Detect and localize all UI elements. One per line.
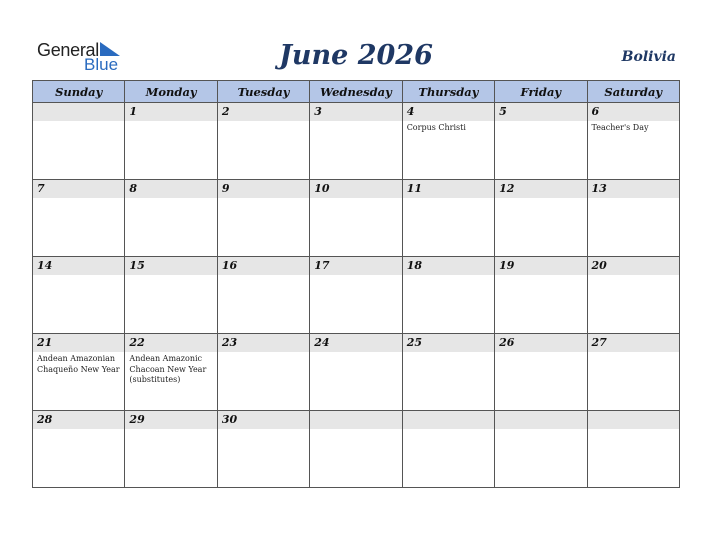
day-number	[403, 411, 494, 429]
holiday-label	[33, 198, 124, 200]
week-row	[33, 257, 680, 334]
day-number: 13	[588, 180, 679, 198]
holiday-label	[588, 429, 679, 431]
day-cell	[495, 411, 587, 488]
day-number: 11	[403, 180, 494, 198]
day-number: 9	[218, 180, 309, 198]
weekday-header: Thursday	[402, 81, 494, 103]
day-cell	[310, 334, 402, 411]
day-number	[33, 103, 124, 121]
day-number: 25	[403, 334, 494, 352]
day-cell	[310, 411, 402, 488]
day-cell	[495, 257, 587, 334]
day-number: 29	[125, 411, 216, 429]
holiday-label	[218, 198, 309, 200]
day-cell	[125, 334, 217, 411]
holiday-label	[310, 198, 401, 200]
holiday-label: Corpus Christi	[406, 123, 466, 132]
holiday-label	[218, 121, 309, 123]
week-row	[33, 180, 680, 257]
calendar-title: June 2026	[279, 40, 433, 71]
day-number: 28	[33, 411, 124, 429]
holiday-label	[403, 429, 494, 431]
day-number: 17	[310, 257, 401, 275]
holiday-label	[310, 429, 401, 431]
holiday-label	[495, 198, 586, 200]
day-cell	[33, 180, 125, 257]
day-cell	[125, 180, 217, 257]
day-cell	[125, 411, 217, 488]
holiday-label	[495, 352, 586, 354]
day-cell	[125, 257, 217, 334]
week-row	[33, 411, 680, 488]
holiday-label	[125, 121, 216, 123]
day-cell	[587, 257, 679, 334]
holiday-label	[495, 121, 586, 123]
day-cell	[217, 103, 309, 180]
day-number: 12	[495, 180, 586, 198]
day-cell	[310, 180, 402, 257]
day-cell	[33, 257, 125, 334]
holiday-label	[403, 352, 494, 354]
day-number: 14	[33, 257, 124, 275]
holiday-label: Andean Amazonian Chaqueño New Year	[37, 354, 120, 374]
day-number: 6	[588, 103, 679, 121]
holiday-label	[125, 198, 216, 200]
weekday-header: Friday	[495, 81, 587, 103]
day-cell	[587, 103, 679, 180]
day-number: 22	[125, 334, 216, 352]
day-cell	[402, 103, 494, 180]
day-number: 21	[33, 334, 124, 352]
holiday-label	[218, 275, 309, 277]
day-number	[588, 411, 679, 429]
day-cell	[402, 334, 494, 411]
holiday-label	[588, 198, 679, 200]
holiday-label	[218, 429, 309, 431]
weekday-header: Tuesday	[217, 81, 309, 103]
day-number: 27	[588, 334, 679, 352]
day-cell	[33, 411, 125, 488]
day-cell	[402, 411, 494, 488]
day-cell	[587, 411, 679, 488]
week-row	[33, 334, 680, 411]
weekday-header: Wednesday	[310, 81, 402, 103]
holiday-label	[310, 275, 401, 277]
day-number: 8	[125, 180, 216, 198]
day-number: 2	[218, 103, 309, 121]
holiday-label	[310, 121, 401, 123]
day-cell	[402, 257, 494, 334]
holiday-label: Andean Amazonic Chacoan New Year (substitutes)	[129, 354, 207, 384]
holiday-label	[310, 352, 401, 354]
day-cell	[587, 334, 679, 411]
holiday-label	[495, 429, 586, 431]
holiday-label	[588, 352, 679, 354]
holiday-label	[588, 275, 679, 277]
day-number: 18	[403, 257, 494, 275]
day-number: 23	[218, 334, 309, 352]
day-cell	[587, 180, 679, 257]
day-cell	[495, 334, 587, 411]
country-name: Bolivia	[621, 49, 676, 65]
day-number	[495, 411, 586, 429]
day-number: 10	[310, 180, 401, 198]
day-number: 3	[310, 103, 401, 121]
weekday-header: Sunday	[33, 81, 125, 103]
holiday-label	[218, 352, 309, 354]
day-number: 30	[218, 411, 309, 429]
holiday-label	[495, 275, 586, 277]
day-number: 20	[588, 257, 679, 275]
day-cell	[495, 103, 587, 180]
day-number: 5	[495, 103, 586, 121]
brand-word-blue: Blue	[84, 55, 119, 74]
weekday-header-row	[33, 81, 680, 103]
day-cell	[217, 334, 309, 411]
week-row	[33, 103, 680, 180]
weekday-header: Saturday	[587, 81, 679, 103]
day-number: 1	[125, 103, 216, 121]
weekday-header: Monday	[125, 81, 217, 103]
holiday-label	[125, 429, 216, 431]
day-cell	[217, 411, 309, 488]
brand-word-general: General	[37, 40, 99, 60]
day-cell	[217, 257, 309, 334]
day-cell	[495, 180, 587, 257]
day-cell	[310, 103, 402, 180]
day-cell	[217, 180, 309, 257]
day-cell	[402, 180, 494, 257]
holiday-label	[33, 429, 124, 431]
day-cell	[310, 257, 402, 334]
day-cell	[33, 334, 125, 411]
day-cell	[125, 103, 217, 180]
holiday-label	[33, 121, 124, 123]
day-cell	[33, 103, 125, 180]
calendar-grid	[32, 80, 680, 488]
day-number: 24	[310, 334, 401, 352]
holiday-label	[403, 275, 494, 277]
day-number: 15	[125, 257, 216, 275]
day-number: 7	[33, 180, 124, 198]
holiday-label	[403, 198, 494, 200]
holiday-label: Teacher's Day	[591, 123, 649, 132]
day-number	[310, 411, 401, 429]
day-number: 16	[218, 257, 309, 275]
holiday-label	[33, 275, 124, 277]
day-number: 4	[403, 103, 494, 121]
day-number: 26	[495, 334, 586, 352]
day-number: 19	[495, 257, 586, 275]
holiday-label	[125, 275, 216, 277]
